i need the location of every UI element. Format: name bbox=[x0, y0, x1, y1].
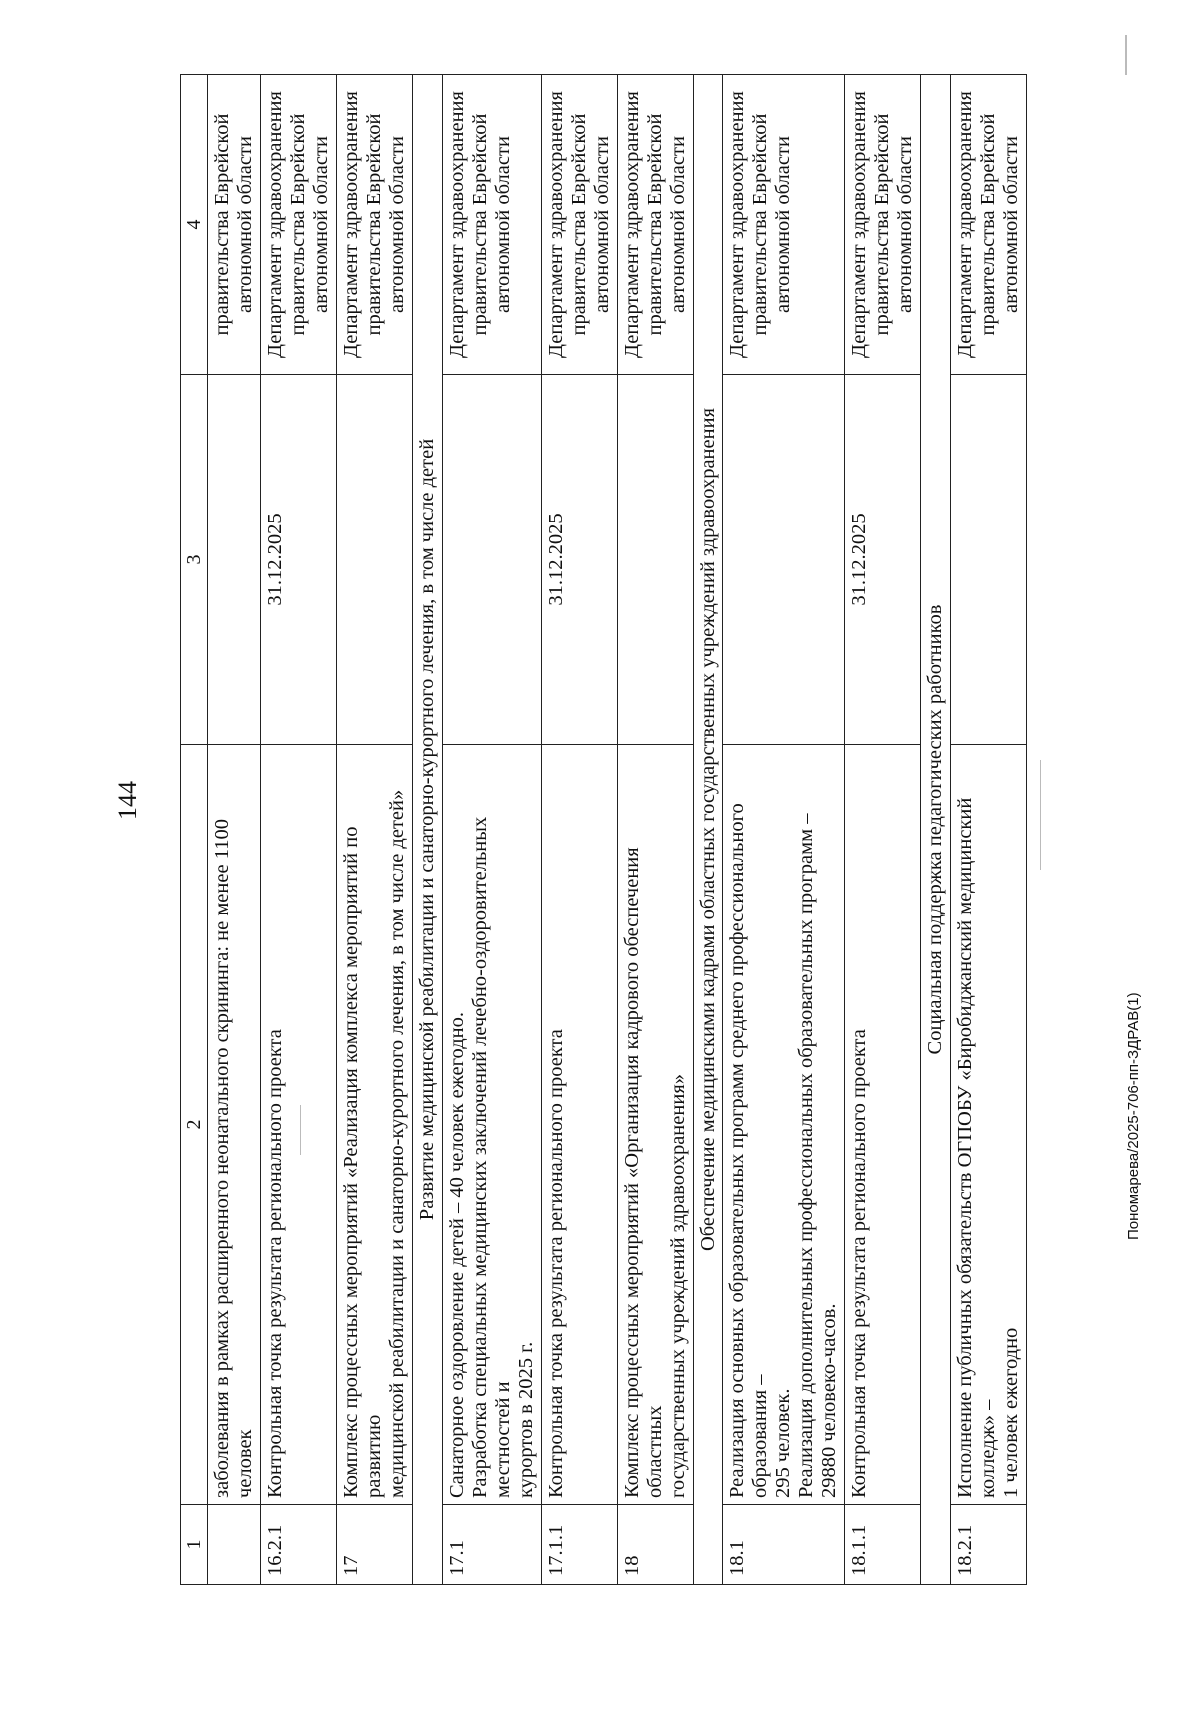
section-row bbox=[693, 75, 723, 1585]
responsible-line: Департамент здравоохранения bbox=[954, 91, 977, 358]
responsible-line: автономной области bbox=[999, 136, 1022, 313]
row-number: 16.2.1 bbox=[261, 1505, 337, 1585]
description-line: Комплекс процессных мероприятий «Организация кадрового обеспечения областных bbox=[620, 847, 666, 1498]
row-date: 31.12.2025 bbox=[541, 375, 617, 745]
row-description bbox=[617, 745, 693, 1505]
description-line: Разработка специальных медицинских заключений лечебно-оздоровительных местностей и bbox=[468, 816, 514, 1498]
plan-table bbox=[180, 74, 1027, 1585]
row-date bbox=[617, 375, 693, 745]
responsible-line: правительства Еврейской bbox=[976, 113, 999, 336]
table-container bbox=[180, 75, 1080, 1585]
row-date bbox=[208, 375, 261, 745]
responsible-line: правительства Еврейской bbox=[363, 113, 386, 336]
row-responsible bbox=[337, 75, 413, 375]
table-row bbox=[617, 75, 693, 1585]
responsible-line: автономной области bbox=[491, 136, 514, 313]
description-line: Санаторное оздоровление детей – 40 человек ежегодно. bbox=[445, 1012, 468, 1498]
section-row bbox=[413, 75, 443, 1585]
table-row bbox=[261, 75, 337, 1585]
table-row bbox=[442, 75, 541, 1585]
description-line: Контрольная точка результата регионального проекта bbox=[264, 1029, 287, 1498]
row-number: 18.2.1 bbox=[951, 1505, 1027, 1585]
responsible-line: Департамент здравоохранения bbox=[264, 91, 287, 358]
description-line: Комплекс процессных мероприятий «Реализация комплекса мероприятий по развитию bbox=[340, 826, 386, 1498]
header-col-4: 4 bbox=[181, 75, 208, 375]
section-title: Развитие медицинской реабилитации и санаторно-курортного лечения, в том числе детей bbox=[413, 75, 443, 1585]
scan-mark bbox=[1125, 35, 1127, 75]
responsible-line: Департамент здравоохранения bbox=[620, 91, 643, 358]
header-col-2: 2 bbox=[181, 745, 208, 1505]
responsible-line: правительства Еврейской bbox=[211, 113, 234, 336]
footer-document-code: Пономарева/2025-706-пп-ЗДРАВ(1) bbox=[1125, 992, 1142, 1240]
description-line: государственных учреждений здравоохранения» bbox=[666, 1074, 689, 1498]
row-date bbox=[723, 375, 845, 745]
row-description bbox=[845, 745, 921, 1505]
description-line: заболевания в рамках расширенного неонатального скрининга: не менее 1100 человек bbox=[211, 819, 257, 1498]
table-row bbox=[845, 75, 921, 1585]
responsible-line: автономной области bbox=[666, 136, 689, 313]
responsible-line: автономной области bbox=[234, 136, 257, 313]
responsible-line: Департамент здравоохранения bbox=[340, 91, 363, 358]
responsible-line: правительства Еврейской bbox=[567, 113, 590, 336]
row-responsible bbox=[541, 75, 617, 375]
table-row bbox=[951, 75, 1027, 1585]
responsible-line: Департамент здравоохранения bbox=[726, 91, 749, 358]
responsible-line: правительства Еврейской bbox=[871, 113, 894, 336]
responsible-line: Департамент здравоохранения bbox=[544, 91, 567, 358]
description-line: 1 человек ежегодно bbox=[999, 1327, 1022, 1498]
responsible-line: Департамент здравоохранения bbox=[445, 91, 468, 358]
row-responsible bbox=[208, 75, 261, 375]
row-description bbox=[261, 745, 337, 1505]
responsible-line: автономной области bbox=[772, 136, 795, 313]
row-description bbox=[541, 745, 617, 1505]
row-description bbox=[337, 745, 413, 1505]
table-row bbox=[541, 75, 617, 1585]
description-line: 29880 человеко-часов. bbox=[818, 1303, 841, 1498]
row-number bbox=[208, 1505, 261, 1585]
section-title: Обеспечение медицинскими кадрами областных государственных учреждений здравоохранения bbox=[693, 75, 723, 1585]
row-description bbox=[442, 745, 541, 1505]
responsible-line: правительства Еврейской bbox=[468, 113, 491, 336]
description-line: Исполнение публичных обязательств ОГПОБУ «Биробиджанский медицинский колледж» – bbox=[954, 797, 999, 1498]
row-number: 18 bbox=[617, 1505, 693, 1585]
section-row bbox=[921, 75, 951, 1585]
row-responsible bbox=[617, 75, 693, 375]
header-col-1: 1 bbox=[181, 1505, 208, 1585]
table-row bbox=[337, 75, 413, 1585]
row-description bbox=[951, 745, 1027, 1505]
row-responsible bbox=[261, 75, 337, 375]
description-line: Реализация дополнительных профессиональных образовательных программ – bbox=[795, 813, 818, 1498]
responsible-line: правительства Еврейской bbox=[643, 113, 666, 336]
header-col-3: 3 bbox=[181, 375, 208, 745]
responsible-line: правительства Еврейской bbox=[749, 113, 772, 336]
row-date bbox=[442, 375, 541, 745]
row-number: 18.1 bbox=[723, 1505, 845, 1585]
row-responsible bbox=[442, 75, 541, 375]
responsible-line: автономной области bbox=[310, 136, 333, 313]
responsible-line: автономной области bbox=[894, 136, 917, 313]
row-responsible bbox=[723, 75, 845, 375]
row-number: 17.1 bbox=[442, 1505, 541, 1585]
responsible-line: автономной области bbox=[590, 136, 613, 313]
row-number: 17.1.1 bbox=[541, 1505, 617, 1585]
section-title: Социальная поддержка педагогических работников bbox=[921, 75, 951, 1585]
responsible-line: Департамент здравоохранения bbox=[848, 91, 871, 358]
row-description bbox=[208, 745, 261, 1505]
row-description bbox=[723, 745, 845, 1505]
row-date bbox=[951, 375, 1027, 745]
row-number: 17 bbox=[337, 1505, 413, 1585]
responsible-line: правительства Еврейской bbox=[287, 113, 310, 336]
description-line: 295 человек. bbox=[772, 1388, 795, 1498]
row-responsible bbox=[845, 75, 921, 375]
row-responsible bbox=[951, 75, 1027, 375]
row-number: 18.1.1 bbox=[845, 1505, 921, 1585]
description-line: Контрольная точка результата регионального проекта bbox=[544, 1029, 567, 1498]
table-row bbox=[723, 75, 845, 1585]
responsible-line: автономной области bbox=[386, 136, 409, 313]
description-line: Контрольная точка результата регионального проекта bbox=[848, 1029, 871, 1498]
description-line: Реализация основных образовательных программ среднего профессионального образования – bbox=[726, 803, 772, 1498]
description-line: медицинской реабилитации и санаторно-курортного лечения, в том числе детей» bbox=[386, 789, 409, 1498]
header-row bbox=[181, 75, 208, 1585]
table-row bbox=[208, 75, 261, 1585]
description-line: курортов в 2025 г. bbox=[514, 1341, 537, 1498]
row-date bbox=[337, 375, 413, 745]
page-number: 144 bbox=[113, 781, 142, 820]
row-date: 31.12.2025 bbox=[845, 375, 921, 745]
row-date: 31.12.2025 bbox=[261, 375, 337, 745]
